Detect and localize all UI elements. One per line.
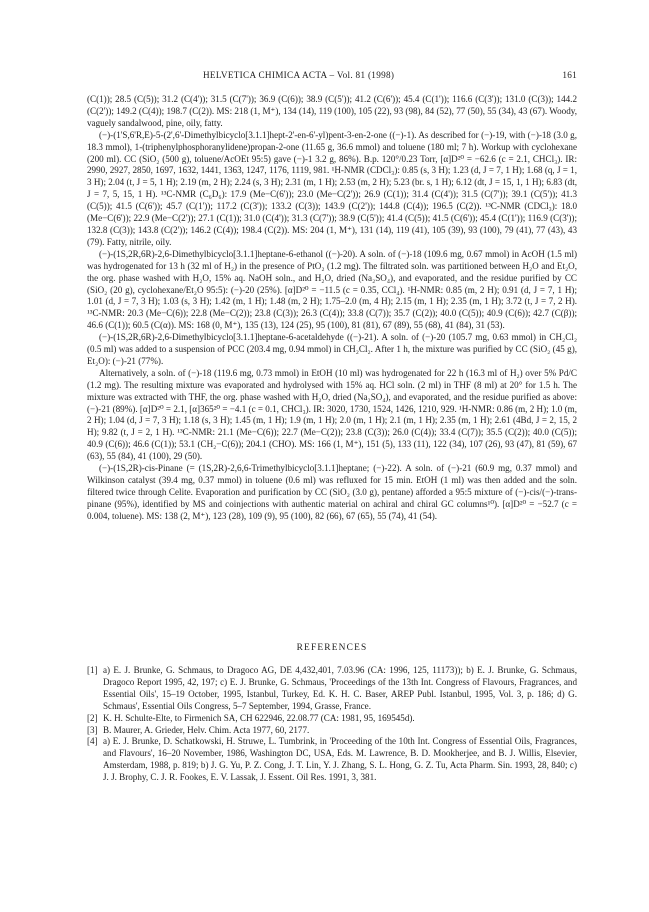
journal-title: HELVETICA CHIMICA ACTA – Vol. 81 (1998) bbox=[203, 70, 395, 80]
reference-number: [2] bbox=[87, 712, 98, 723]
reference-number: [4] bbox=[87, 736, 98, 747]
experimental-section bbox=[87, 94, 577, 523]
reference-number: [3] bbox=[87, 724, 98, 735]
reference-text: a) E. J. Brunke, G. Schmaus, to Dragoco AG, DE 4,432,401, 7.03.96 (CA: 1996, 125, 11173)); b) E. J. Brunke, G. Schmaus, Dragoco Report 1995, 42, 197; c) E. J. Brunke, G. Schmaus, 'Proceedings of the 13th Int. Congress of Flavours, Fragrances, and Essential Oils', 15–19 October, 1995, Istanbul, Turkey, Ed. K. H. C. Baser, AREP Publ. Istanbul, 1995, Vol. 3, p. 186; d) G. Schmaus', Essential Oils Congress, 5–7 September, 1994, Grasse, France. bbox=[103, 665, 577, 711]
reference-item bbox=[87, 713, 577, 725]
paragraph: Alternatively, a soln. of (−)-18 (119.6 mg, 0.73 mmol) in EtOH (10 ml) was hydrogenated for 22 h (16.3 ml of H₂) over 5% Pd/C (1.2 mg). The resulting mixture was evaporated and hydrolysed with 15% aq. HCl soln. (2 ml) in THF (8 ml) at 20° for 1.5 h. The mixture was extracted with THF, the org. phase washed with H₂O, dried (Na₂SO₄), and evaporated, and the residue purified as above: (−)-21 (89%). [α]D²⁰ = 2.1, [α]365²⁰ = −4.1 (c = 0.1, CHCl₃). IR: 3020, 1730, 1524, 1426, 1210, 929. ¹H-NMR: 0.86 (m, 2 H); 1.0 (m, 2 H); 1.04 (d, J = 7, 3 H); 1.18 (s, 3 H); 1.45 (m, 1 H); 1.9 (m, 1 H); 2.0 (m, 1 H); 2.1 (m, 1 H); 2.35 (m, 1 H); 2.61 (4Bd, J = 2, 15, 2 H); 9.82 (t, J = 2, 1 H). ¹³C-NMR: 21.1 (Me−C(6)); 22.7 (Me−C(2)); 23.8 (C(3)); 26.0 (C(4)); 33.4 (C(7)); 35.5 (C(2)); 40.0 (C(5)); 40.9 (C(6)); 46.6 (C(1)); 53.1 (CH₂−C(6)); 204.1 (CHO). MS: 166 (1, M⁺), 151 (5), 133 (11), 122 (34), 107 (26), 93 (47), 81 (59), 67 (63), 55 (84), 41 (100), 29 (50). bbox=[87, 367, 577, 462]
reference-text: B. Maurer, A. Grieder, Helv. Chim. Acta 1977, 60, 2177. bbox=[103, 724, 310, 735]
reference-text: K. H. Schulte-Elte, to Firmenich SA, CH 622946, 22.08.77 (CA: 1981, 95, 169545d). bbox=[103, 712, 415, 723]
references-list bbox=[87, 665, 577, 784]
reference-text: a) E. J. Brunke, D. Schatkowski, H. Struwe, L. Tumbrink, in 'Proceeding of the 10th Int. Congress of Essential Oils, Fragrances, and Flavours', 16–20 November, 1986, Washington DC, USA, Eds. M. Lawrence, B. D. Mookherjee, and B. J. Willis, Elsevier, Amsterdam, 1988, p. 819; b) J. G. Yu, P. Z. Cong, J. T. Lin, Y. J. Zhang, S. L. Hong, G. Z. Tu, Acta Pharm. Sin. 1993, 28, 840; c) J. J. Brophy, C. J. R. Fookes, E. V. Lassak, J. Essent. Oil Res. 1991, 3, 381. bbox=[103, 736, 577, 783]
references-heading: REFERENCES bbox=[296, 643, 368, 653]
paragraph: (−)-(1S,2R,6R)-2,6-Dimethylbicyclo[3.1.1]heptane-6-ethanol ((−)-20). A soln. of (−)-18 (109.6 mg, 0.67 mmol) in AcOH (1.5 ml) was hydrogenated for 13 h (32 ml of H₂) in the presence of PtO₂ (1.2 mg). The filtrated soln. was partitioned between H₂O and Et₂O, the org. phase washed with H₂O, 15% aq. NaOH soln., and H₂O, dried (Na₂SO₄), and evaporated, and the residue purified by CC (SiO₂ (20 g), cyclohexane/Et₂O 95:5): (−)-20 (25%). [α]D²⁰ = −11.5 (c = 0.35, CCl₄). ¹H-NMR: 0.85 (m, 2 H); 0.91 (d, J = 7, 1 H); 1.01 (d, J = 7, 3 H); 1.03 (s, 3 H); 1.42 (m, 1 H); 1.48 (m, 2 H); 1.75–2.0 (m, 4 H); 2.15 (m, 1 H); 2.35 (m, 1 H); 3.72 (t, J = 7, 2 H). ¹³C-NMR: 20.3 (Me−C(6)); 22.8 (Me−C(2)); 23.8 (C(3)); 26.3 (C(4)); 33.8 (C(7)); 35.7 (C(2)); 40.0 (C(5)); 40.9 (C(6)); 42.7 (C(β)); 46.6 (C(1)); 60.5 (C(α)). MS: 168 (0, M⁺), 135 (13), 124 (25), 95 (100), 81 (81), 67 (89), 55 (68), 41 (84), 31 (53). bbox=[87, 248, 577, 331]
reference-number: [1] bbox=[87, 665, 98, 675]
reference-item bbox=[87, 665, 577, 713]
paragraph: (−)-(1'S,6'R,E)-5-(2',6'-Dimethylbicyclo[3.1.1]hept-2'-en-6'-yl)pent-3-en-2-one ((−)-1). As described for (−)-19, with (−)-18 (3.0 g, 18.3 mmol), 1-(triphenylphosphoranylidene)propan-2-one (11.65 g, 36.6 mmol) and toluene (180 ml; 7 h). Workup with cyclohexane (200 ml). CC (SiO₂ (500 g), toluene/AcOEt 95:5) gave (−)-1 3.2 g, 86%). B.p. 120°/0.23 Torr, [α]D²⁰ = −62.6 (c = 2.1, CHCl₃). IR: 2990, 2927, 2850, 1697, 1632, 1441, 1363, 1247, 1176, 1119, 981. ¹H-NMR (CDCl₃): 0.85 (s, 3 H); 1.23 (d, J = 7, 1 H); 1.68 (q, J = 1, 3 H); 2.04 (t, J = 5, 1 H); 2.19 (m, 2 H); 2.24 (s, 3 H); 2.31 (m, 1 H); 2.53 (m, 2 H); 5.23 (br. s, 1 H); 6.12 (dt, J = 15, 1, 1 H); 6.83 (dt, J = 7, 5, 15, 1 H). ¹³C-NMR (C₆D₆): 17.9 (Me−C(6')); 23.0 (Me−C(2')); 26.9 (C(1)); 31.4 (C(4')); 31.5 (C(7')); 39.1 (C(5')); 41.3 (C(5)); 41.5 (C(6')); 45.7 (C(1')); 117.2 (C(3')); 133.2 (C(3)); 143.9 (C(2')); 144.8 (C(4)); 196.5 (C(2)). ¹³C-NMR (CDCl₃): 18.0 (Me−C(6')); 22.9 (Me−C(2')); 27.1 (C(1)); 31.0 (C(4')); 31.3 (C(7')); 38.9 (C(5')); 41.4 (C(5)); 41.5 (C(6')); 45.4 (C(1')); 116.9 (C(3')); 132.8 (C(3)); 143.8 (C(2')); 146.2 (C(4)); 198.4 (C(2)). MS: 204 (1, M⁺), 131 (14), 119 (41), 105 (39), 93 (100), 79 (41), 77 (43), 43 (79). Fatty, nitrile, oily. bbox=[87, 129, 577, 247]
paragraph: (C(1)); 28.5 (C(5)); 31.2 (C(4')); 31.5 (C(7')); 36.9 (C(6)); 38.9 (C(5')); 41.2 (C(6')); 45.4 (C(1')); 116.6 (C(3')); 131.0 (C(3)); 144.2 (C(2')); 149.2 (C(4)); 198.7 (C(2)). MS: 218 (1, M⁺), 134 (14), 119 (100), 105 (22), 93 (98), 84 (52), 77 (50), 55 (34), 43 (67). Woody, vaguely sandalwood, pine, oily, fatty. bbox=[87, 94, 577, 128]
paragraph: (−)-(1S,2R,6R)-2,6-Dimethylbicyclo[3.1.1]heptane-6-acetaldehyde ((−)-21). A soln. of (−)-20 (105.7 mg, 0.63 mmol) in CH₂Cl₂ (0.5 ml) was added to a suspension of PCC (203.4 mg, 0.94 mmol) in CH₂Cl₂. After 1 h, the mixture was purified by CC (SiO₂ (45 g), Et₂O): (−)-21 (77%). bbox=[87, 332, 577, 366]
running-header bbox=[87, 70, 577, 84]
page-number: 161 bbox=[562, 70, 577, 80]
paragraph: (−)-(1S,2R)-cis-Pinane (= (1S,2R)-2,6,6-Trimethylbicyclo[3.1.1]heptane; (−)-22). A soln. of (−)-21 (60.9 mg, 0.37 mmol) and Wilkinson catalyst (39.4 mg, 0.37 mmol) in toluene (0.6 ml) was refluxed for 15 min. EtOH (1 ml) was then added and the soln. filtered twice through Celite. Evaporation and purification by CC (SiO₂ (3.0 g), pentane) afforded a 95:5 mixture of (−)-cis/(−)-trans-pinane (95%), identified by MS and coinjections with authentic material on achiral and chiral GC columns¹⁰). [α]D²⁰ = −52.7 (c = 0.004, toluene). MS: 138 (2, M⁺), 123 (28), 109 (9), 95 (100), 82 (66), 67 (65), 55 (74), 41 (54). bbox=[87, 463, 577, 521]
reference-item bbox=[87, 736, 577, 784]
reference-item bbox=[87, 725, 577, 737]
